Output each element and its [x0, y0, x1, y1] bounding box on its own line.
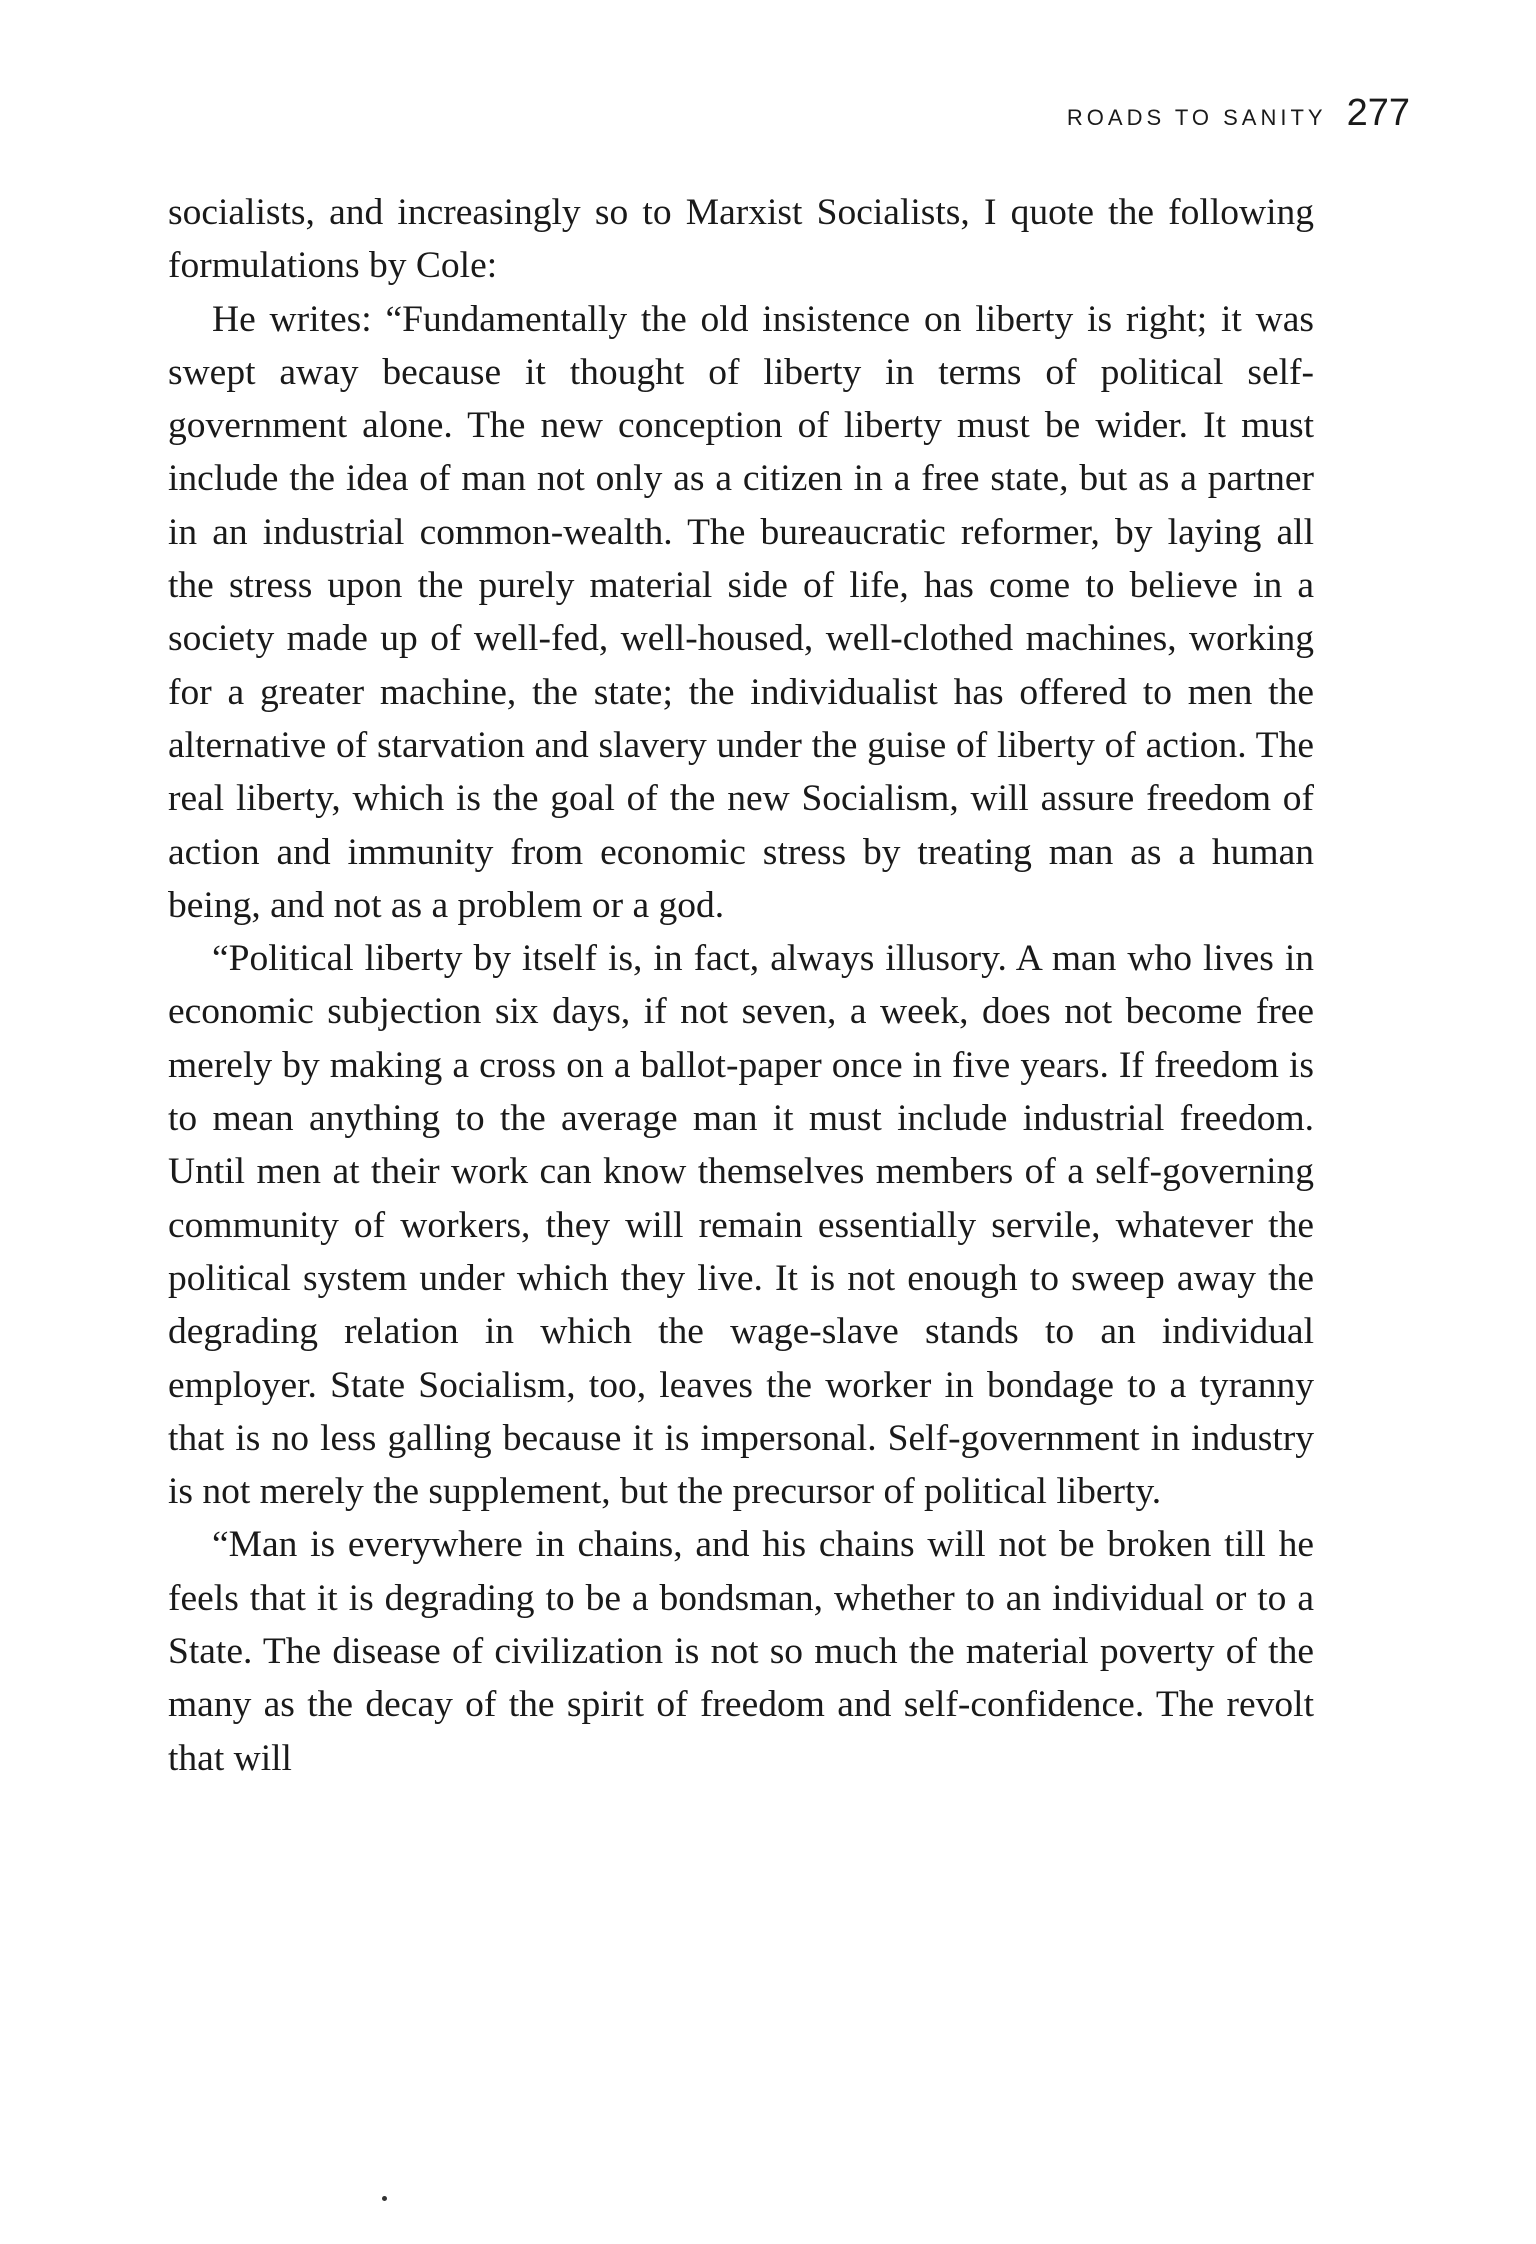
paragraph-political-liberty: “Political liberty by itself is, in fact, always illusory. A man who lives in economic subjection six days, if not seven, a week, does not become free merely by making a cross on a ballot-paper once in five years. If freedom is to mean anything to the average man it must include industrial freedom. Until men at their work can know themselves members of a self-governing community of workers, they will remain essentially servile, whatever the political system under which they live. It is not enough to sweep away the degrading relation in which the wage-slave stands to an individual employer. State Socialism, too, leaves the worker in bondage to a tyranny that is no less galling because it is impersonal. Self-government in industry is not merely the supplement, but the precursor of political liberty.: [168, 938, 1314, 1513]
paragraph-man-in-chains: “Man is everywhere in chains, and his chains will not be broken till he feels that it is degrading to be a bondsman, whether to an individual or to a State. The disease of civilization is not so much the material poverty of the many as the decay of the spirit of freedom and self-confidence. The revolt that will: [168, 1524, 1314, 1779]
paragraph-continuation: socialists, and increasingly so to Marxist Socialists, I quote the following formulations by Cole:: [168, 192, 1314, 287]
body-text: [168, 186, 1314, 1785]
stray-ink-dot: [382, 2196, 387, 2201]
running-title: ROADS TO SANITY: [1066, 105, 1327, 130]
running-header: [1067, 92, 1410, 135]
paragraph-cole-liberty: He writes: “Fundamentally the old insistence on liberty is right; it was swept away because it thought of liberty in terms of political self-government alone. The new conception of liberty must be wider. It must include the idea of man not only as a citizen in a free state, but as a partner in an industrial common-wealth. The bureaucratic reformer, by laying all the stress upon the purely material side of life, has come to believe in a society made up of well-fed, well-housed, well-clothed machines, working for a greater machine, the state; the individualist has offered to men the alternative of starvation and slavery under the guise of liberty of action. The real liberty, which is the goal of the new Socialism, will assure freedom of action and immunity from economic stress by treating man as a human being, and not as a problem or a god.: [168, 298, 1314, 926]
page-number: 277: [1346, 92, 1410, 134]
